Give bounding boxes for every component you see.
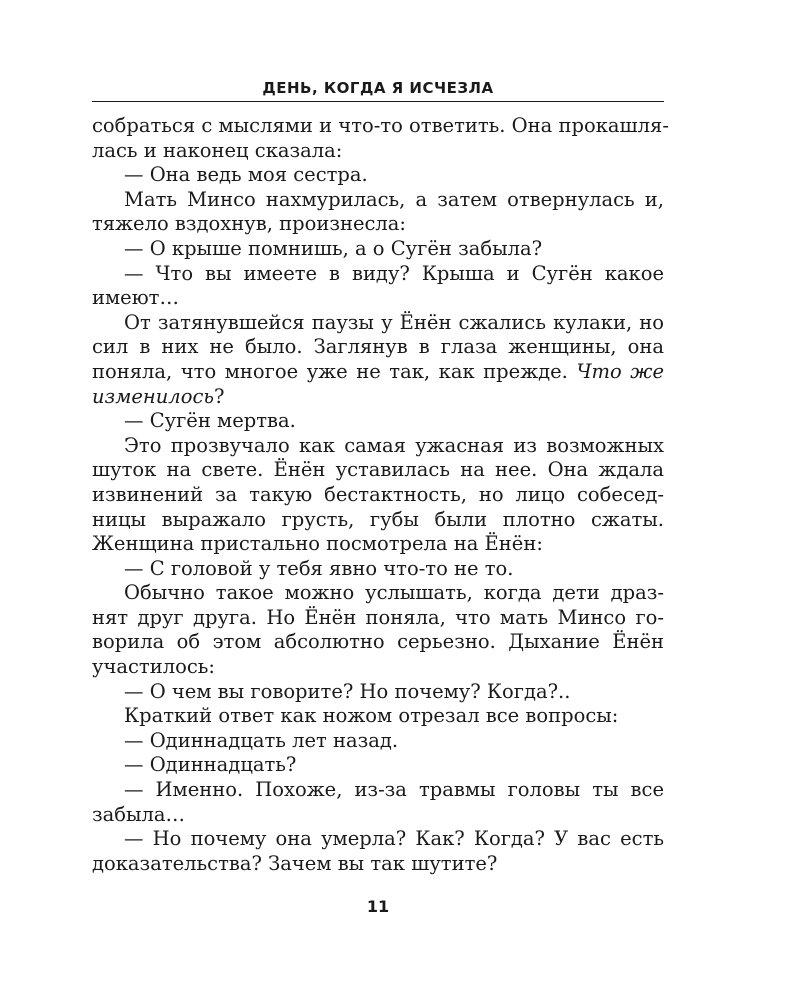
text-line: — О чем вы говорите? Но почему? Когда?.. [124, 679, 571, 703]
text-line: собраться с мыслями и что-то ответить. Она прокашля- [92, 114, 669, 137]
text-line: доказательства? Зачем вы так шутите? [92, 851, 498, 875]
text-line: — Одиннадцать? [124, 753, 297, 777]
text-line: лась и наконец сказала: [92, 138, 343, 162]
text-line: — Одиннадцать лет назад. [124, 728, 399, 752]
text-line: сил в них не было. Заглянув в глаза женщины, она [92, 335, 664, 359]
text-line: имеют… [92, 286, 179, 310]
text-line: ворила об этом абсолютно серьезно. Дыхание Ёнён [92, 630, 664, 654]
text-line: — Но почему она умерла? Как? Когда? У вас есть [124, 827, 664, 851]
text-line: — Именно. Похоже, из-за травмы головы ты все [124, 778, 664, 802]
text-line: извинений за такую бестактность, но лицо собесед- [92, 482, 664, 506]
text-line [92, 360, 664, 385]
text-line: — Сугён мертва. [124, 409, 296, 433]
text-line: ницы выражало грусть, губы были плотно сжаты. [92, 507, 664, 531]
text-line: От затянувшейся паузы у Ёнён сжались кулаки, но [124, 310, 664, 334]
text-line: тяжело вздохнув, произнесла: [92, 212, 406, 236]
text-line: Обычно такое можно услышать, когда дети драз- [124, 581, 664, 605]
body-text [92, 114, 669, 876]
running-head: ДЕНЬ, КОГДА Я ИСЧЕЗЛА [262, 79, 494, 97]
text-line: — Она ведь моя сестра. [124, 163, 368, 187]
page-number: 11 [366, 897, 390, 916]
text-line: — С головой у тебя явно что-то не то. [124, 556, 514, 580]
text-line: шуток на свете. Ёнён уставилась на нее. Она ждала [92, 458, 664, 482]
italic-span: Что же [576, 359, 664, 383]
line-text: поняла, что многое уже не так, как прежде. [92, 359, 568, 383]
text-line: — Что вы имеете в виду? Крыша и Сугён какое [124, 261, 664, 285]
text-line: участилось: [92, 655, 215, 679]
line-tail: ? [214, 384, 225, 408]
italic-span: изменилось [92, 384, 214, 408]
text-line: — О крыше помнишь, а о Сугён забыла? [124, 236, 543, 260]
text-line: Мать Минсо нахмурилась, а затем отвернулась и, [124, 187, 664, 211]
text-line: Краткий ответ как ножом отрезал все вопросы: [124, 704, 619, 728]
text-line: нят друг друга. Но Ёнён поняла, что мать Минсо го- [92, 605, 664, 629]
header-rule [92, 101, 664, 102]
text-line [92, 385, 664, 410]
text-line: Это прозвучало как самая ужасная из возможных [124, 433, 664, 457]
text-line: забыла… [92, 802, 186, 826]
text-line: Женщина пристально посмотрела на Ёнён: [92, 532, 543, 556]
